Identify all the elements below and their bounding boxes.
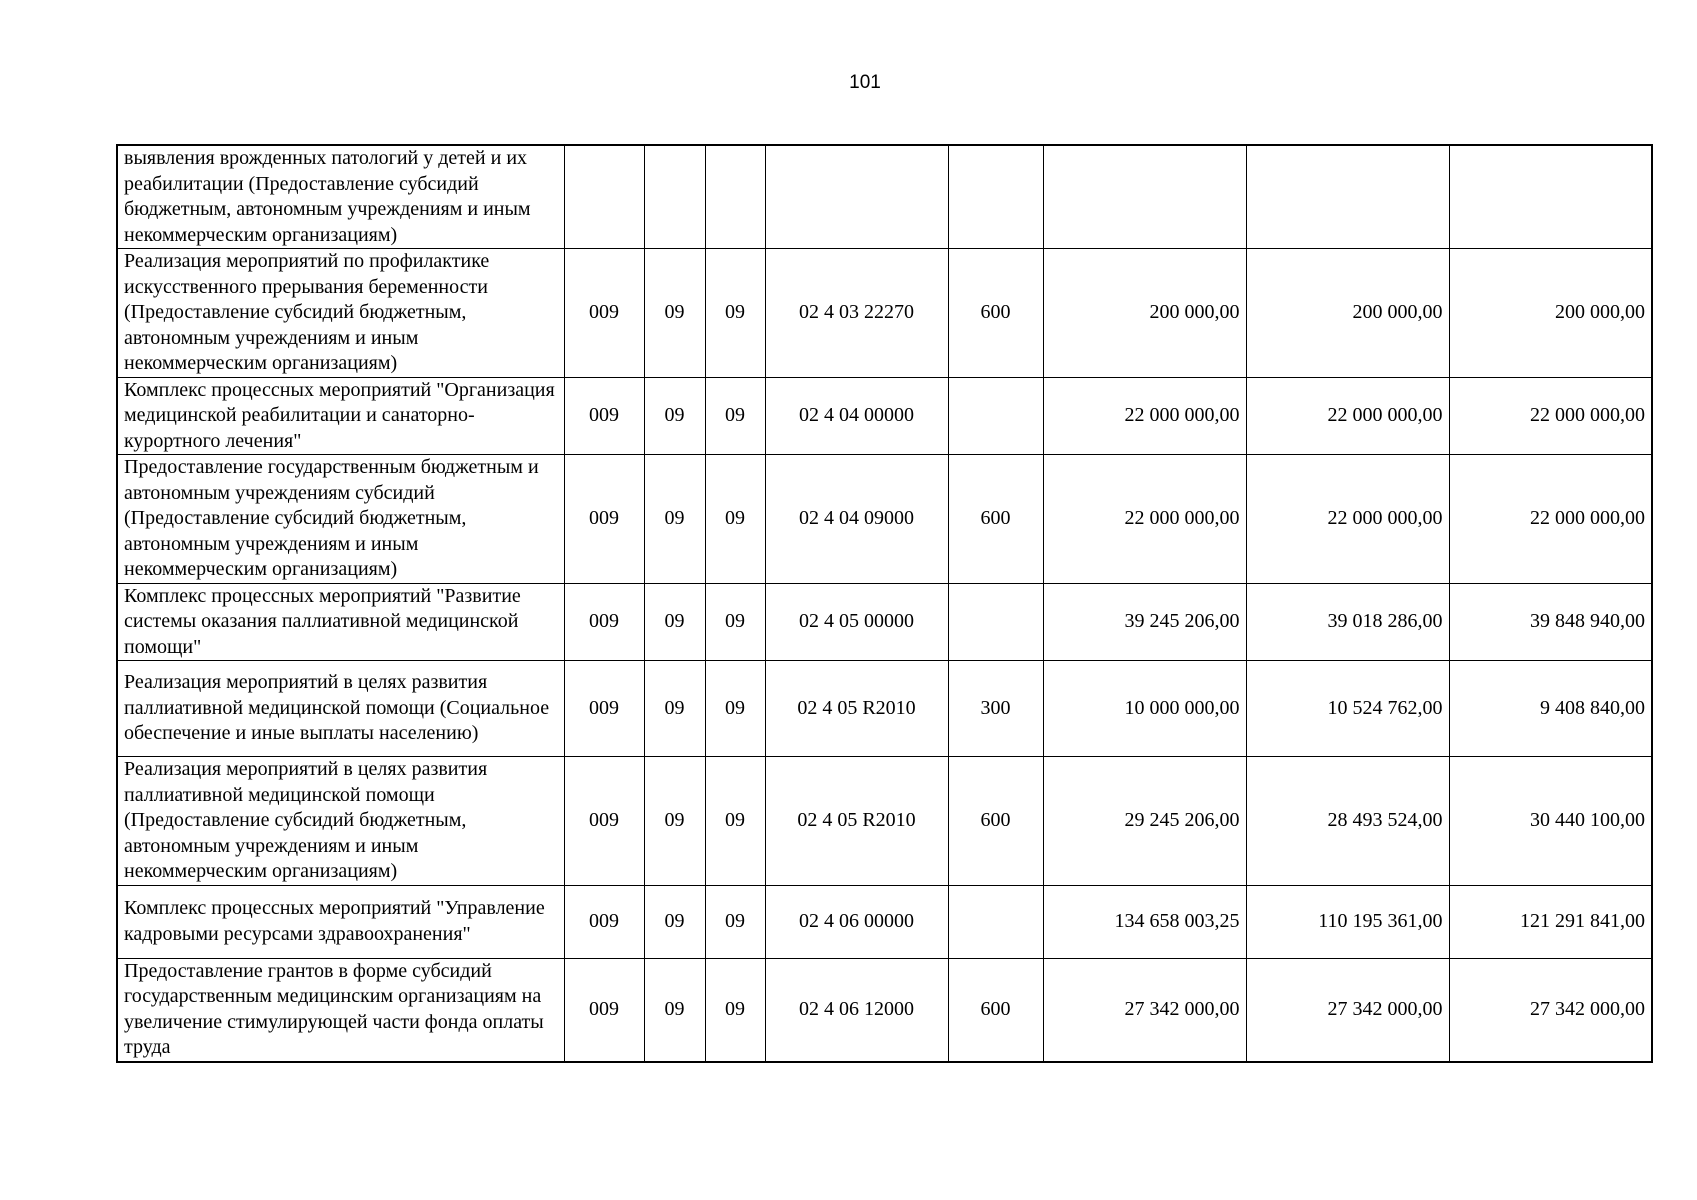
expense-type-cell: [948, 583, 1043, 661]
expense-type-cell: [948, 885, 1043, 958]
amount-year-1-cell: 10 000 000,00: [1043, 661, 1246, 757]
amount-year-3-cell: 39 848 940,00: [1449, 583, 1652, 661]
target-article-cell: 02 4 05 00000: [765, 583, 948, 661]
expense-type-cell: 600: [948, 249, 1043, 378]
ministry-code-cell: 009: [564, 958, 644, 1062]
target-article-cell: 02 4 04 00000: [765, 377, 948, 455]
subsection-code-cell: 09: [705, 757, 765, 886]
row-name-cell: Предоставление государственным бюджетным и автономным учреждениям субсидий (Предоставление субсидий бюджетным, автономным учреждениям и иным некоммерческим организациям): [117, 455, 564, 584]
ministry-code-cell: 009: [564, 885, 644, 958]
ministry-code-cell: 009: [564, 661, 644, 757]
row-name-cell: Реализация мероприятий в целях развития паллиативной медицинской помощи (Предоставление субсидий бюджетным, автономным учреждениям и иным некоммерческим организациям): [117, 757, 564, 886]
expense-type-cell: 300: [948, 661, 1043, 757]
subsection-code-cell: [705, 145, 765, 249]
section-code-cell: 09: [644, 661, 705, 757]
row-name-cell: Комплекс процессных мероприятий "Управление кадровыми ресурсами здравоохранения": [117, 885, 564, 958]
section-code-cell: 09: [644, 885, 705, 958]
amount-year-2-cell: [1246, 145, 1449, 249]
subsection-code-cell: 09: [705, 958, 765, 1062]
amount-year-3-cell: 200 000,00: [1449, 249, 1652, 378]
section-code-cell: 09: [644, 377, 705, 455]
budget-table-body: [117, 145, 1652, 1062]
ministry-code-cell: 009: [564, 455, 644, 584]
amount-year-1-cell: 29 245 206,00: [1043, 757, 1246, 886]
target-article-cell: 02 4 06 00000: [765, 885, 948, 958]
amount-year-3-cell: 22 000 000,00: [1449, 377, 1652, 455]
ministry-code-cell: [564, 145, 644, 249]
amount-year-3-cell: 9 408 840,00: [1449, 661, 1652, 757]
amount-year-1-cell: 22 000 000,00: [1043, 377, 1246, 455]
amount-year-2-cell: 110 195 361,00: [1246, 885, 1449, 958]
amount-year-2-cell: 22 000 000,00: [1246, 377, 1449, 455]
target-article-cell: 02 4 05 R2010: [765, 757, 948, 886]
subsection-code-cell: 09: [705, 249, 765, 378]
amount-year-2-cell: 39 018 286,00: [1246, 583, 1449, 661]
expense-type-cell: [948, 145, 1043, 249]
amount-year-3-cell: [1449, 145, 1652, 249]
row-name-cell: Реализация мероприятий по профилактике искусственного прерывания беременности (Предоставление субсидий бюджетным, автономным учреждениям и иным некоммерческим организациям): [117, 249, 564, 378]
row-name-cell: Предоставление грантов в форме субсидий государственным медицинским организациям на увеличение стимулирующей части фонда оплаты труда: [117, 958, 564, 1062]
amount-year-2-cell: 200 000,00: [1246, 249, 1449, 378]
expense-type-cell: 600: [948, 757, 1043, 886]
amount-year-1-cell: 22 000 000,00: [1043, 455, 1246, 584]
subsection-code-cell: 09: [705, 377, 765, 455]
table-row: [117, 958, 1652, 1062]
expense-type-cell: [948, 377, 1043, 455]
section-code-cell: 09: [644, 757, 705, 886]
amount-year-2-cell: 28 493 524,00: [1246, 757, 1449, 886]
row-name-cell: Комплекс процессных мероприятий "Развитие системы оказания паллиативной медицинской помощи": [117, 583, 564, 661]
section-code-cell: 09: [644, 249, 705, 378]
row-name-cell: выявления врожденных патологий у детей и их реабилитации (Предоставление субсидий бюджетным, автономным учреждениям и иным некоммерческим организациям): [117, 145, 564, 249]
amount-year-1-cell: 200 000,00: [1043, 249, 1246, 378]
row-name-cell: Комплекс процессных мероприятий "Организация медицинской реабилитации и санаторно-курортного лечения": [117, 377, 564, 455]
subsection-code-cell: 09: [705, 661, 765, 757]
section-code-cell: 09: [644, 583, 705, 661]
amount-year-2-cell: 22 000 000,00: [1246, 455, 1449, 584]
ministry-code-cell: 009: [564, 377, 644, 455]
target-article-cell: 02 4 06 12000: [765, 958, 948, 1062]
target-article-cell: 02 4 04 09000: [765, 455, 948, 584]
table-row: [117, 661, 1652, 757]
expense-type-cell: 600: [948, 958, 1043, 1062]
section-code-cell: [644, 145, 705, 249]
amount-year-1-cell: 39 245 206,00: [1043, 583, 1246, 661]
row-name-cell: Реализация мероприятий в целях развития паллиативной медицинской помощи (Социальное обеспечение и иные выплаты населению): [117, 661, 564, 757]
expense-type-cell: 600: [948, 455, 1043, 584]
amount-year-1-cell: 134 658 003,25: [1043, 885, 1246, 958]
target-article-cell: 02 4 03 22270: [765, 249, 948, 378]
table-row: [117, 583, 1652, 661]
ministry-code-cell: 009: [564, 757, 644, 886]
ministry-code-cell: 009: [564, 583, 644, 661]
amount-year-3-cell: 22 000 000,00: [1449, 455, 1652, 584]
target-article-cell: 02 4 05 R2010: [765, 661, 948, 757]
target-article-cell: [765, 145, 948, 249]
table-row: [117, 145, 1652, 249]
amount-year-3-cell: 30 440 100,00: [1449, 757, 1652, 886]
amount-year-3-cell: 27 342 000,00: [1449, 958, 1652, 1062]
subsection-code-cell: 09: [705, 455, 765, 584]
section-code-cell: 09: [644, 958, 705, 1062]
section-code-cell: 09: [644, 455, 705, 584]
amount-year-2-cell: 27 342 000,00: [1246, 958, 1449, 1062]
table-row: [117, 249, 1652, 378]
subsection-code-cell: 09: [705, 583, 765, 661]
amount-year-1-cell: [1043, 145, 1246, 249]
table-row: [117, 455, 1652, 584]
amount-year-2-cell: 10 524 762,00: [1246, 661, 1449, 757]
table-row: [117, 377, 1652, 455]
subsection-code-cell: 09: [705, 885, 765, 958]
ministry-code-cell: 009: [564, 249, 644, 378]
table-row: [117, 757, 1652, 886]
amount-year-1-cell: 27 342 000,00: [1043, 958, 1246, 1062]
amount-year-3-cell: 121 291 841,00: [1449, 885, 1652, 958]
page-number: 101: [849, 72, 881, 93]
table-row: [117, 885, 1652, 958]
budget-table: [116, 144, 1653, 1063]
